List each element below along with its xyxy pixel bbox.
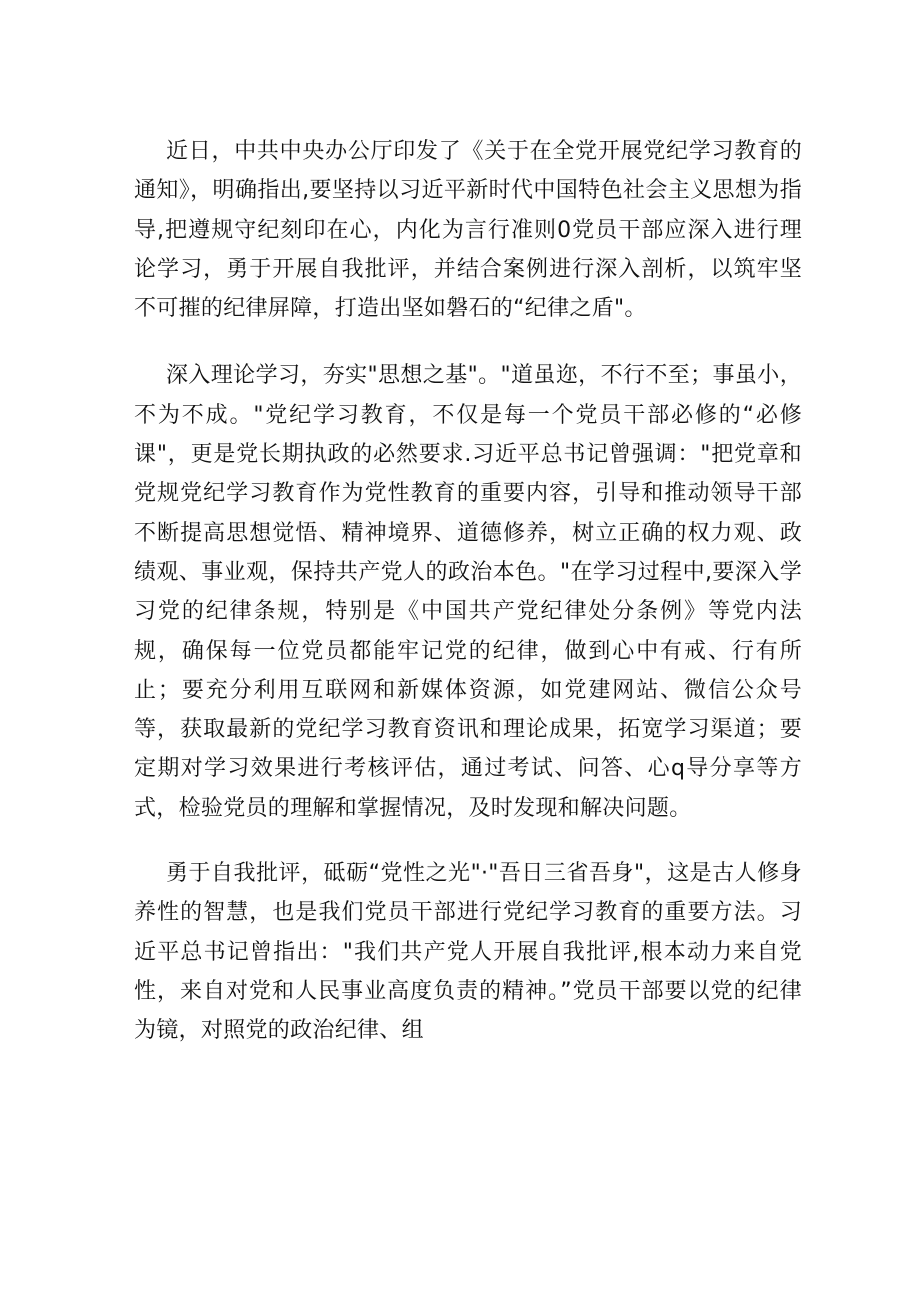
document-body	[134, 132, 802, 1051]
paragraph-1: 近日，中共中央办公厅印发了《关于在全党开展党纪学习教育的通知》，明确指出,要坚持以习近平新时代中国特色社会主义思想为指导,把遵规守纪刻印在心，内化为言行准则0党员干部应深入进行理论学习，勇于开展自我批评，并结合案例进行深入剖析，以筑牢坚不可摧的纪律屏障，打造出坚如磐石的“纪律之盾"。	[134, 139, 802, 322]
paragraph-2: 深入理论学习，夯实"思想之基"。"道虽迩，不行不至；事虽小，不为不成。"党纪学习教育，不仅是每一个党员干部必修的“必修课"，更是党长期执政的必然要求.习近平总书记曾强调："把党章和党规党纪学习教育作为党性教育的重要内容，引导和推动领导干部不断提高思想觉悟、精神境界、道德修养，树立正确的权力观、政绩观、事业观，保持共产党人的政治本色。"在学习过程中,要深入学习党的纪律条规，特别是《中国共产党纪律处分条例》等党内法规，确保每一位党员都能牢记党的纪律，做到心中有戒、行有所止；要充分利用互联网和新媒体资源，如党建网站、微信公众号等，获取最新的党纪学习教育资讯和理论成果，拓宽学习渠道；要定期对学习效果进行考核评估，通过考试、问答、心q导分享等方式，检验党员的理解和掌握情况，及时发现和解决问题。	[134, 363, 802, 821]
paragraph-3: 勇于自我批评，砥砺“党性之光"·"吾日三省吾身"，这是古人修身养性的智慧，也是我们党员干部进行党纪学习教育的重要方法。习近平总书记曾指出："我们共产党人开展自我批评,根本动力来自党性，来自对党和人民事业高度负责的精神。”党员干部要以党的纪律为镜，对照党的政治纪律、组	[134, 861, 802, 1044]
